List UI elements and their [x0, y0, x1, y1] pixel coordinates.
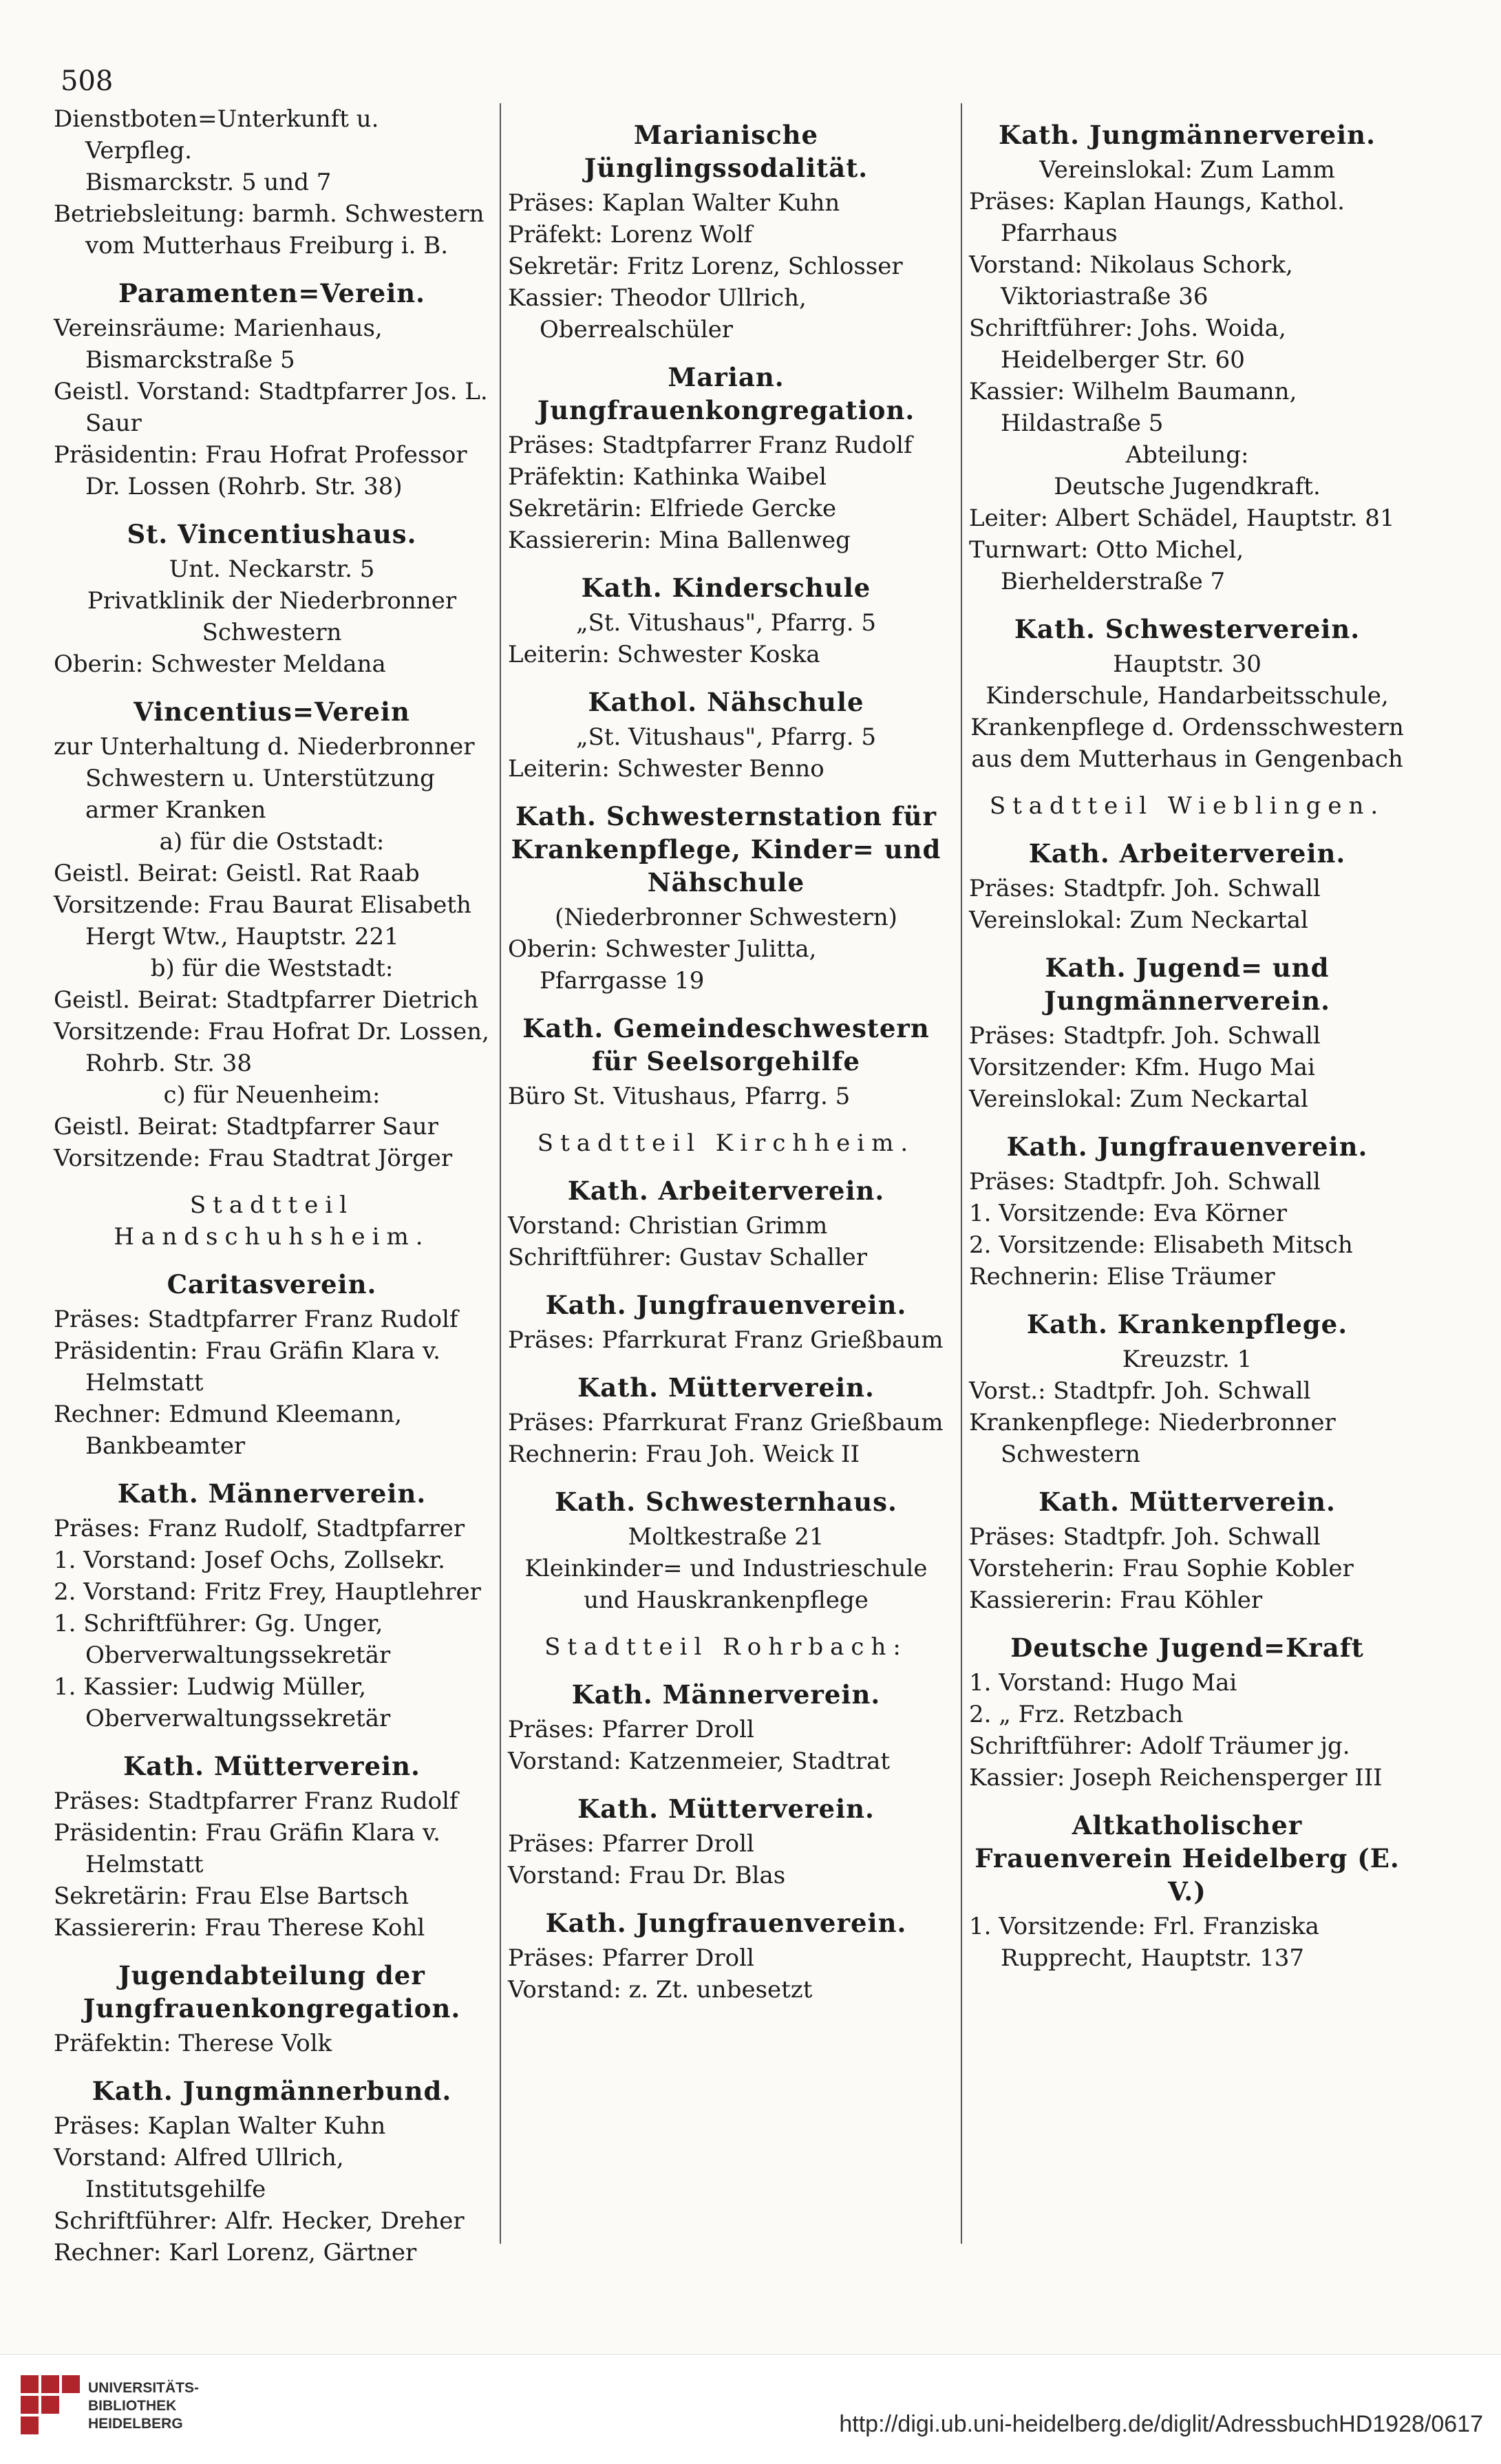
district-heading: Stadtteil Handschuhsheim.: [114, 1191, 430, 1251]
directory-entry: Präsidentin: Frau Gräfin Klara v. Helmstatt: [54, 1337, 440, 1396]
district-heading: Stadtteil Kirchheim.: [537, 1129, 915, 1157]
section-heading: Kath. Mütterverein.: [577, 1372, 875, 1403]
section-heading: Kath. Mütterverein.: [1039, 1487, 1336, 1517]
section-heading: St. Vincentiushaus.: [127, 519, 417, 549]
directory-entry: Präfektin: Kathinka Waibel: [508, 463, 827, 491]
directory-entry: Krankenpflege: Niederbronner Schwestern: [969, 1409, 1336, 1468]
address-line: Vereinslokal: Zum Lamm: [1039, 156, 1335, 184]
section-heading: Vincentius=Verein: [134, 697, 410, 727]
directory-entry: Geistl. Vorstand: Stadtpfarrer Jos. L. Saur: [54, 378, 488, 437]
section-heading: Kath. Männerverein.: [117, 1478, 427, 1509]
directory-entry: Schriftführer: Adolf Träumer jg.: [969, 1732, 1350, 1760]
address-line: b) für die Weststadt:: [150, 955, 394, 982]
directory-entry: Schriftführer: Gustav Schaller: [508, 1244, 867, 1271]
directory-entry: Vorstand: Christian Grimm: [508, 1212, 828, 1240]
column-middle: [508, 103, 944, 2006]
directory-entry: Geistl. Beirat: Stadtpfarrer Dietrich: [54, 986, 479, 1014]
directory-entry: Kassiererin: Frau Köhler: [969, 1586, 1263, 1614]
directory-entry: Präses: Stadtpfarrer Franz Rudolf: [54, 1306, 458, 1333]
directory-entry: Präses: Stadtpfarrer Franz Rudolf: [54, 1787, 458, 1815]
address-line: Hauptstr. 30: [1113, 650, 1262, 678]
section-heading: Kath. Gemeindeschwestern für Seelsorgehilfe: [522, 1013, 930, 1076]
directory-entry: Präses: Pfarrkurat Franz Grießbaum: [508, 1326, 944, 1354]
directory-entry: Vorstand: z. Zt. unbesetzt: [508, 1976, 813, 2004]
directory-entry: Oberin: Schwester Meldana: [54, 650, 386, 678]
directory-entry: 1. Schriftführer: Gg. Unger, Oberverwaltungssekretär: [54, 1610, 391, 1669]
section-heading: Jugendabteilung der Jungfrauenkongregation.: [83, 1960, 461, 2024]
directory-entry: Präses: Kaplan Walter Kuhn: [54, 2112, 386, 2140]
section-heading: Kath. Jungfrauenverein.: [1006, 1132, 1368, 1162]
directory-entry: Präses: Pfarrkurat Franz Grießbaum: [508, 1409, 944, 1436]
column-right: [969, 103, 1405, 1974]
section-heading: Kath. Jungmännerbund.: [92, 2076, 452, 2106]
directory-entry: Vorstand: Katzenmeier, Stadtrat: [508, 1748, 891, 1775]
directory-entry: Leiter: Albert Schädel, Hauptstr. 81: [969, 505, 1395, 532]
directory-entry: 2. „ Frz. Retzbach: [969, 1701, 1184, 1728]
logo-line: UNIVERSITÄTS-: [88, 2380, 200, 2396]
directory-entry: Geistl. Beirat: Stadtpfarrer Saur: [54, 1113, 438, 1140]
directory-entry: Präses: Pfarrer Droll: [508, 1716, 754, 1743]
directory-entry: Kassier: Wilhelm Baumann, Hildastraße 5: [969, 378, 1297, 437]
directory-entry: Präses: Franz Rudolf, Stadtpfarrer: [54, 1515, 465, 1542]
section-heading: Marian. Jungfrauenkongregation.: [537, 362, 915, 425]
directory-entry: Turnwart: Otto Michel, Bierhelderstraße 7: [969, 536, 1244, 595]
section-heading: Caritasverein.: [167, 1269, 377, 1299]
directory-entry: Vorst.: Stadtpfr. Joh. Schwall: [969, 1377, 1311, 1405]
address-line: „St. Vitushaus", Pfarrg. 5: [575, 609, 877, 637]
section-heading: Kath. Jungfrauenverein.: [545, 1908, 907, 1938]
address-line: c) für Neuenheim:: [163, 1081, 381, 1109]
address-line: Deutsche Jugendkraft.: [1054, 473, 1321, 500]
section-heading: Paramenten=Verein.: [118, 278, 426, 308]
address-line: Kleinkinder= und Industrieschule und Hauskrankenpflege: [524, 1555, 928, 1614]
logo-line: HEIDELBERG: [88, 2416, 183, 2432]
directory-entry: Betriebsleitung: barmh. Schwestern vom Mutterhaus Freiburg i. B.: [54, 200, 485, 259]
directory-entry: Präsidentin: Frau Gräfin Klara v. Helmstatt: [54, 1819, 440, 1878]
directory-entry: Kassiererin: Mina Ballenweg: [508, 527, 851, 554]
directory-entry: Vorstand: Alfred Ullrich, Institutsgehilfe: [54, 2144, 344, 2203]
section-heading: Kath. Schwesternstation für Krankenpflege, Kinder= und Nähschule: [511, 801, 941, 898]
directory-entry: Vorsteherin: Frau Sophie Kobler: [969, 1555, 1354, 1582]
directory-entry: 1. Vorstand: Hugo Mai: [969, 1669, 1237, 1697]
address-line: „St. Vitushaus", Pfarrg. 5: [575, 723, 877, 751]
section-heading: Kath. Jugend= und Jungmännerverein.: [1043, 953, 1331, 1016]
directory-entry: Oberin: Schwester Julitta, Pfarrgasse 19: [508, 935, 817, 995]
directory-entry: Vorstand: Nikolaus Schork, Viktoriastraße 36: [969, 251, 1293, 310]
address-line: Privatklinik der Niederbronner Schwestern: [87, 587, 457, 646]
directory-entry: Rechnerin: Elise Träumer: [969, 1263, 1275, 1291]
directory-entry: Dienstboten=Unterkunft u. Verpfleg.: [54, 105, 379, 164]
directory-entry: Präses: Kaplan Haungs, Kathol. Pfarrhaus: [969, 188, 1345, 247]
directory-entry: Vorstand: Frau Dr. Blas: [508, 1862, 786, 1889]
directory-entry: Geistl. Beirat: Geistl. Rat Raab: [54, 860, 420, 887]
section-heading: Kath. Arbeiterverein.: [567, 1176, 885, 1206]
directory-entry: Präses: Stadtpfr. Joh. Schwall: [969, 1022, 1321, 1050]
section-heading: Kath. Kinderschule: [581, 573, 871, 603]
directory-entry: Präses: Stadtpfarrer Franz Rudolf: [508, 432, 913, 459]
district-heading: Stadtteil Wieblingen.: [989, 792, 1385, 820]
page-number: 508: [61, 65, 114, 97]
section-heading: Kath. Mütterverein.: [577, 1794, 875, 1824]
directory-entry: 1. Kassier: Ludwig Müller, Oberverwaltungssekretär: [54, 1673, 391, 1732]
directory-entry: Präsidentin: Frau Hofrat Professor Dr. Lossen (Rohrb. Str. 38): [54, 441, 467, 500]
directory-entry: Vereinsräume: Marienhaus, Bismarckstraße 5: [54, 315, 383, 374]
directory-entry: Vorsitzende: Frau Hofrat Dr. Lossen, Rohrb. Str. 38: [54, 1018, 489, 1077]
section-heading: Altkatholischer Frauenverein Heidelberg (E. V.): [975, 1810, 1400, 1907]
source-url-link[interactable]: http://digi.ub.uni-heidelberg.de/diglit/AdressbuchHD1928/0617: [839, 2411, 1483, 2437]
directory-entry: Sekretärin: Elfriede Gercke: [508, 495, 837, 522]
directory-entry: Präfekt: Lorenz Wolf: [508, 221, 753, 248]
directory-entry: Schriftführer: Johs. Woida, Heidelberger Str. 60: [969, 315, 1286, 374]
section-heading: Kathol. Nähschule: [588, 687, 864, 717]
directory-entry: Präses: Stadtpfr. Joh. Schwall: [969, 875, 1321, 902]
logo-line: BIBLIOTHEK: [88, 2398, 177, 2414]
column-divider: [500, 103, 501, 2244]
section-heading: Kath. Schwesternhaus.: [555, 1487, 897, 1517]
address-line: Kreuzstr. 1: [1122, 1346, 1253, 1373]
directory-entry: 2. Vorsitzende: Elisabeth Mitsch: [969, 1231, 1353, 1259]
directory-entry: 2. Vorstand: Fritz Frey, Hauptlehrer: [54, 1578, 481, 1606]
address-line: Moltkestraße 21: [628, 1523, 824, 1551]
directory-entry: Sekretär: Fritz Lorenz, Schlosser: [508, 253, 903, 280]
section-heading: Kath. Männerverein.: [571, 1679, 881, 1710]
directory-entry: Büro St. Vitushaus, Pfarrg. 5: [508, 1083, 851, 1110]
section-heading: Kath. Schwesterverein.: [1014, 614, 1361, 644]
directory-entry: 1. Vorsitzende: Eva Körner: [969, 1200, 1288, 1227]
directory-entry: Präses: Pfarrer Droll: [508, 1830, 754, 1858]
directory-entry: 1. Vorstand: Josef Ochs, Zollsekr.: [54, 1547, 445, 1574]
footer-bar: [0, 2354, 1501, 2464]
directory-entry: zur Unterhaltung d. Niederbronner Schwestern u. Unterstützung armer Kranken: [54, 733, 475, 824]
directory-entry: Vereinslokal: Zum Neckartal: [969, 1085, 1308, 1113]
column-left: [54, 103, 490, 2269]
directory-entry: Rechner: Edmund Kleemann, Bankbeamter: [54, 1401, 403, 1460]
directory-entry: Präses: Kaplan Walter Kuhn: [508, 189, 840, 217]
section-heading: Deutsche Jugend=Kraft: [1010, 1633, 1364, 1663]
district-heading: Stadtteil Rohrbach:: [544, 1633, 908, 1661]
section-heading: Marianische Jünglingssodalität.: [584, 120, 869, 183]
address-line: Unt. Neckarstr. 5: [169, 555, 375, 583]
directory-entry: Kassier: Theodor Ullrich, Oberrealschüler: [508, 284, 807, 343]
section-heading: Kath. Jungfrauenverein.: [545, 1290, 907, 1320]
directory-entry: Bismarckstr. 5 und 7: [85, 169, 332, 196]
library-logo-icon: [21, 2375, 80, 2434]
column-divider: [961, 103, 962, 2244]
directory-entry: Kassier: Joseph Reichensperger III: [969, 1764, 1383, 1792]
directory-entry: Präses: Stadtpfr. Joh. Schwall: [969, 1523, 1321, 1551]
directory-entry: Vorsitzende: Frau Baurat Elisabeth Hergt Wtw., Hauptstr. 221: [54, 891, 471, 950]
directory-entry: Vorsitzender: Kfm. Hugo Mai: [969, 1054, 1315, 1081]
section-heading: Kath. Jungmännerverein.: [999, 120, 1376, 150]
section-heading: Kath. Arbeiterverein.: [1028, 838, 1346, 869]
directory-entry: Sekretärin: Frau Else Bartsch: [54, 1882, 409, 1910]
directory-entry: Kassiererin: Frau Therese Kohl: [54, 1914, 425, 1942]
section-heading: Kath. Krankenpflege.: [1026, 1309, 1348, 1339]
directory-entry: 1. Vorsitzende: Frl. Franziska Rupprecht, Hauptstr. 137: [969, 1913, 1319, 1972]
directory-entry: Rechner: Karl Lorenz, Gärtner: [54, 2239, 417, 2266]
directory-entry: Rechnerin: Frau Joh. Weick II: [508, 1441, 860, 1468]
directory-entry: Leiterin: Schwester Benno: [508, 755, 824, 783]
address-line: (Niederbronner Schwestern): [555, 904, 897, 931]
directory-entry: Schriftführer: Alfr. Hecker, Dreher: [54, 2207, 465, 2235]
section-heading: Kath. Mütterverein.: [123, 1751, 421, 1781]
directory-entry: Vorsitzende: Frau Stadtrat Jörger: [54, 1145, 453, 1172]
directory-entry: Präses: Pfarrer Droll: [508, 1944, 754, 1972]
directory-entry: Präfektin: Therese Volk: [54, 2030, 332, 2057]
library-logo-text: [88, 2379, 199, 2433]
address-line: a) für die Oststadt:: [159, 828, 385, 856]
directory-entry: Präses: Stadtpfr. Joh. Schwall: [969, 1168, 1321, 1196]
address-line: Abteilung:: [1125, 441, 1249, 469]
address-line: Kinderschule, Handarbeitsschule, Krankenpflege d. Ordensschwestern aus dem Mutterhaus in Gengenbach: [970, 682, 1404, 773]
directory-entry: Vereinslokal: Zum Neckartal: [969, 906, 1308, 934]
directory-entry: Leiterin: Schwester Koska: [508, 641, 820, 668]
